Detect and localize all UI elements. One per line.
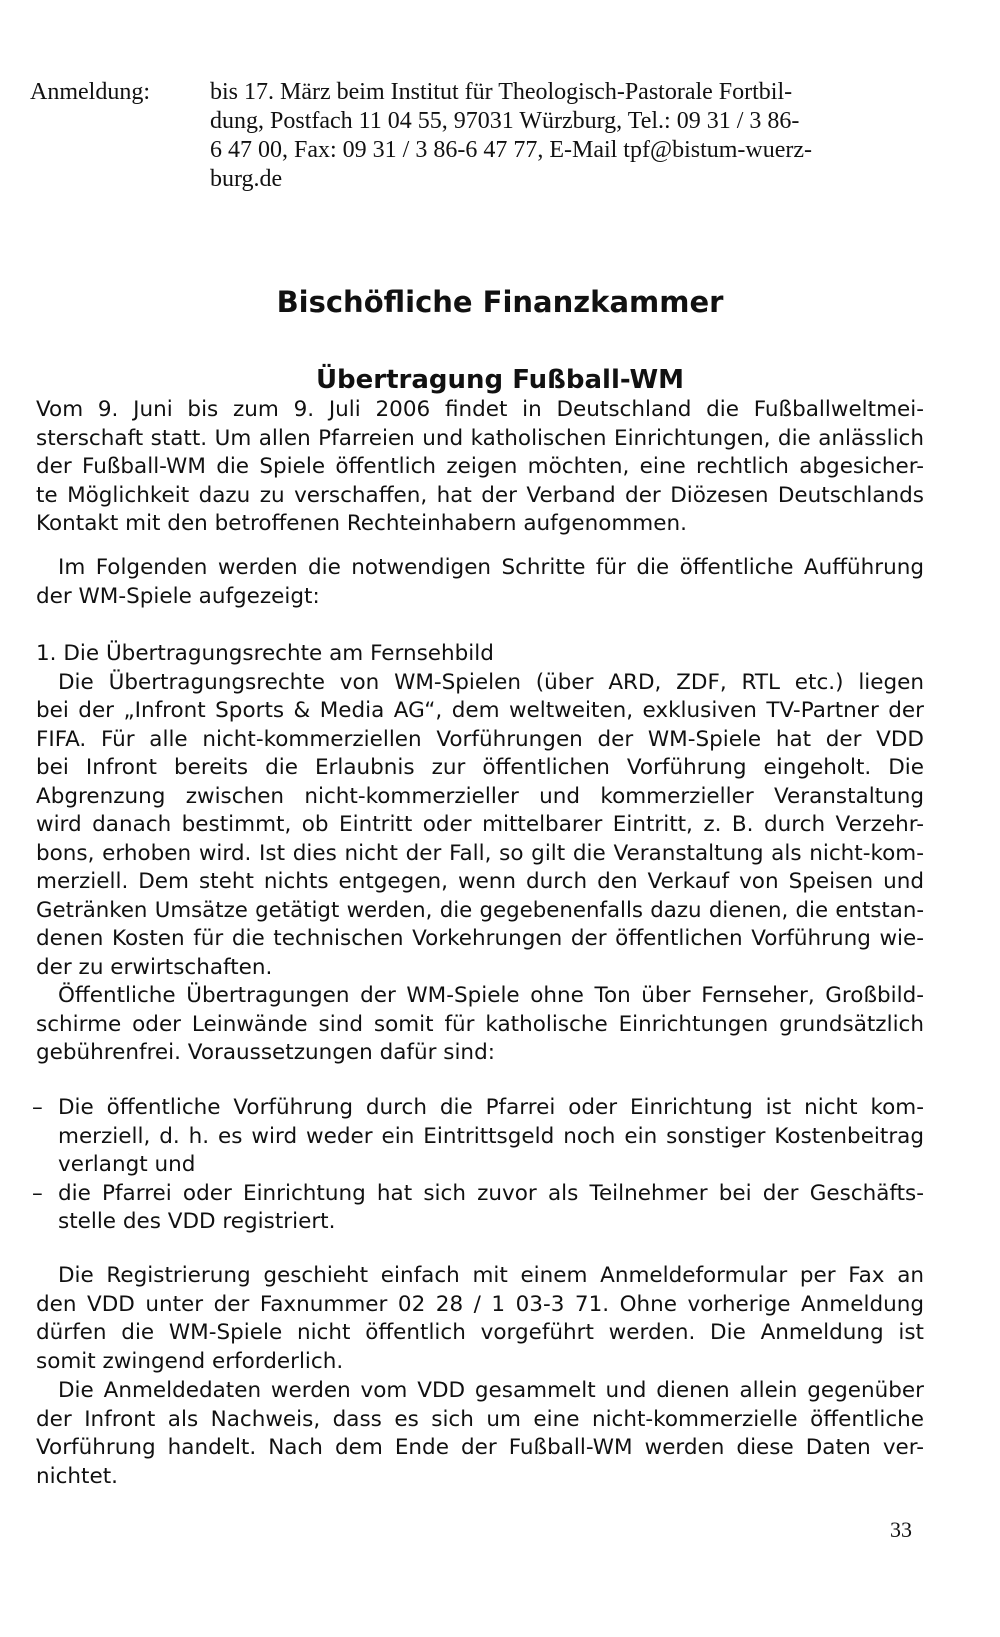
registration-line: burg.de — [210, 166, 283, 192]
registration-label: Anmeldung: — [30, 79, 150, 105]
text-line: Die Registrierung geschieht einfach mit einem Anmeldeformular per Fax an — [58, 1263, 924, 1288]
section-1-title: 1. Die Übertragungsrechte am Fernsehbild — [36, 641, 494, 666]
free-paragraph — [36, 982, 924, 1068]
section-subheading: Übertragung Fußball-WM — [315, 365, 685, 395]
text-line: der Infront als Nachweis, dass es sich um eine nicht-kommerzielle öffentliche — [36, 1406, 924, 1432]
text-line: merziell. Dem steht nichts entgegen, wenn durch den Verkauf von Speisen und — [36, 869, 924, 894]
registration-line: bis 17. März beim Institut für Theologisch-Pastorale Fortbil- — [210, 79, 793, 105]
text-line: stelle des VDD registriert. — [58, 1209, 336, 1234]
text-line: verlangt und — [58, 1152, 196, 1177]
text-line: nichtet. — [36, 1463, 118, 1489]
text-line: bei der „Infront Sports & Media AG“, dem weltweiten, exklusiven TV-Partner der — [36, 698, 924, 723]
text-line: denen Kosten für die technischen Vorkehrungen der öffentlichen Vorführung wie- — [36, 926, 924, 951]
text-line: Kontakt mit den betroffenen Rechteinhabern aufgenommen. — [36, 511, 687, 536]
text-line: merziell, d. h. es wird weder ein Eintrittsgeld noch ein sonstiger Kostenbeitrag — [58, 1123, 924, 1149]
dash-bullet: – — [32, 1180, 43, 1206]
text-line: Abgrenzung zwischen nicht-kommerzieller und kommerzieller Veranstaltung — [36, 783, 924, 809]
text-line: bei Infront bereits die Erlaubnis zur öffentlichen Vorführung eingeholt. Die — [36, 755, 924, 780]
text-line: Im Folgenden werden die notwendigen Schritte für die öffentliche Aufführung — [58, 555, 924, 580]
text-line: gebührenfrei. Voraussetzungen dafür sind: — [36, 1040, 495, 1065]
text-line: der Fußball-WM die Spiele öffentlich zeigen möchten, eine rechtlich abgesicher- — [36, 454, 924, 479]
text-line: dürfen die WM-Spiele nicht öffentlich vorgeführt werden. Die Anmeldung ist — [36, 1320, 924, 1345]
text-line: wird danach bestimmt, ob Eintritt oder mittelbarer Eintritt, z. B. durch Verzehr- — [36, 812, 924, 837]
section-1 — [36, 640, 924, 982]
text-line: der WM-Spiele aufgezeigt: — [36, 583, 320, 609]
dash-bullet: – — [32, 1095, 43, 1120]
text-line: Vorführung handelt. Nach dem Ende der Fußball-WM werden diese Daten ver- — [36, 1435, 924, 1460]
text-line: die Pfarrei oder Einrichtung hat sich zuvor als Teilnehmer bei der Geschäfts- — [58, 1180, 924, 1206]
text-line: den VDD unter der Faxnummer 02 28 / 1 03-3 71. Ohne vorherige Anmeldung — [36, 1291, 924, 1317]
text-line: FIFA. Für alle nicht-kommerziellen Vorführungen der WM-Spiele hat der VDD — [36, 726, 924, 752]
text-line: Vom 9. Juni bis zum 9. Juli 2006 findet in Deutschland die Fußballweltmei- — [36, 397, 924, 422]
registration-line: 6 47 00, Fax: 09 31 / 3 86-6 47 77, E-Mail tpf@bistum-wuerz- — [210, 137, 813, 163]
text-line: te Möglichkeit dazu zu verschaffen, hat der Verband der Diözesen Deutschlands — [36, 482, 924, 508]
text-line: schirme oder Leinwände sind somit für katholische Einrichtungen grundsätzlich — [36, 1011, 924, 1037]
section-heading: Bischöfliche Finanzkammer — [276, 285, 724, 319]
registration-details — [210, 78, 910, 194]
conditions-list — [32, 1094, 924, 1237]
registration-paragraph — [36, 1262, 924, 1376]
list-item — [32, 1180, 924, 1237]
text-line: bons, erhoben wird. Ist dies nicht der Fall, so gilt die Veranstaltung als nicht-kom- — [36, 840, 924, 866]
text-line: Die öffentliche Vorführung durch die Pfarrei oder Einrichtung ist nicht kom- — [58, 1095, 924, 1120]
text-line: sterschaft statt. Um allen Pfarreien und katholischen Einrichtungen, die anlässlich — [36, 425, 924, 451]
text-line: Öffentliche Übertragungen der WM-Spiele ohne Ton über Fernseher, Großbild- — [58, 983, 924, 1008]
text-line: Die Anmeldedaten werden vom VDD gesammelt und dienen allein gegenüber — [58, 1378, 924, 1403]
data-paragraph — [36, 1377, 924, 1491]
text-line: Getränken Umsätze getätigt werden, die gegebenenfalls dazu dienen, die entstan- — [36, 897, 924, 923]
text-line: Die Übertragungsrechte von WM-Spielen (über ARD, ZDF, RTL etc.) liegen — [58, 669, 924, 695]
intro-paragraph — [36, 396, 924, 539]
text-line: somit zwingend erforderlich. — [36, 1348, 344, 1374]
registration-line: dung, Postfach 11 04 55, 97031 Würzburg, Tel.: 09 31 / 3 86- — [210, 108, 800, 134]
page-number: 33 — [890, 1517, 912, 1542]
steps-intro-paragraph — [36, 554, 924, 611]
text-line: der zu erwirtschaften. — [36, 954, 273, 980]
list-item — [32, 1094, 924, 1180]
